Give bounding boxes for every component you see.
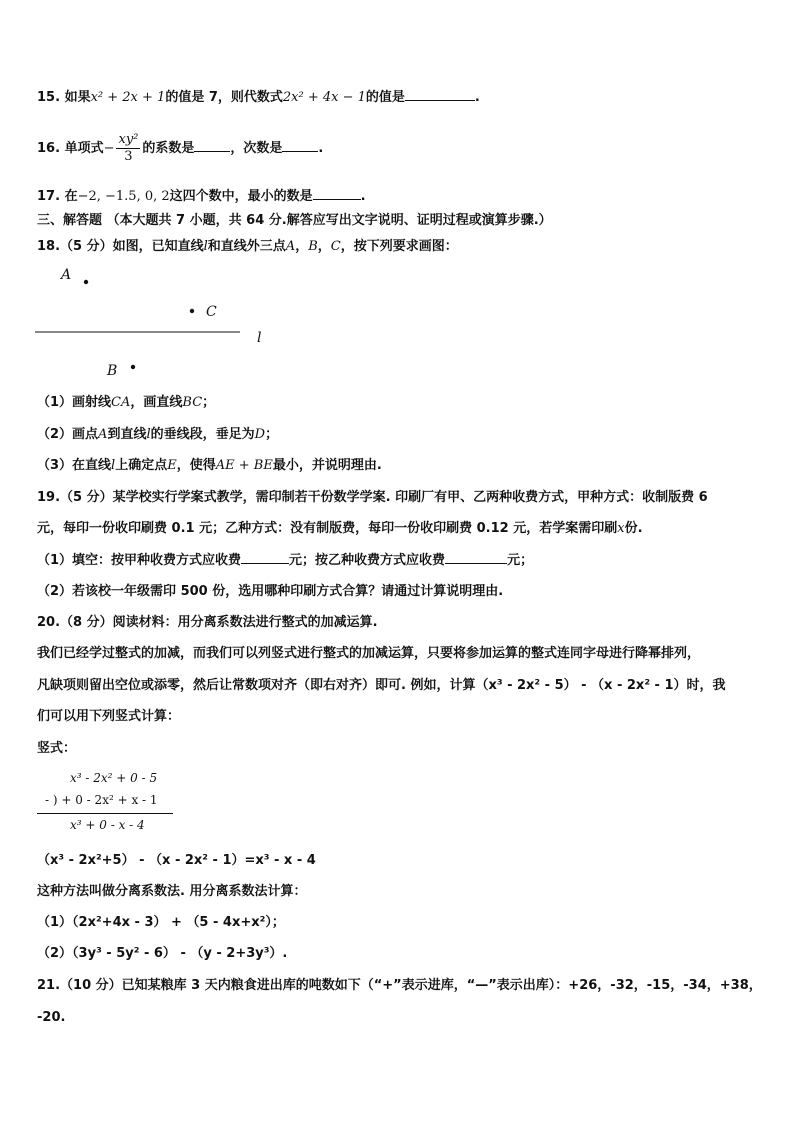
text: 份. (624, 521, 643, 536)
text: ， (295, 239, 309, 254)
text: （1）画射线 (37, 395, 112, 410)
question-19-part-1 (37, 551, 533, 570)
text: 的垂线段，垂足为 (150, 427, 255, 442)
math-symbol: l (146, 427, 151, 442)
vertical-calculation (37, 768, 187, 838)
text: ，按下列要求画图： (340, 239, 458, 254)
text: ，次数是 (230, 141, 283, 156)
text: 这四个数中，最小的数是 (169, 189, 313, 204)
paragraph-line: 们可以用下列竖式计算： (37, 709, 181, 724)
number-list: −2, −1.5, 0, 2 (77, 189, 170, 204)
math-expression: x² + 2x + 1 (90, 90, 166, 105)
answer-blank-plan-b[interactable] (445, 551, 507, 564)
vertical-row-1: x³ - 2x² + 0 - 5 (70, 771, 158, 785)
question-15 (37, 88, 480, 107)
text: ； (202, 395, 216, 410)
text: 的值是 7，则代数式 (165, 90, 283, 105)
text: （3）在直线 (37, 458, 112, 473)
question-19-part-2: （2）若该校一年级需印 500 份，选用哪种印刷方式合算？请通过计算说明理由. (37, 584, 504, 599)
text: 在 (64, 189, 78, 204)
text: . (474, 90, 480, 105)
method-statement: 这种方法叫做分离系数法. 用分离系数法计算： (37, 884, 307, 899)
vertical-row-3: x³ + 0 - x - 4 (70, 818, 145, 832)
math-symbol: A (98, 427, 108, 442)
vertical-result: （x³ - 2x²+5） - （x - 2x² - 1）=x³ - x - 4 (37, 853, 316, 868)
point-label-b: B (107, 363, 118, 379)
math-symbol: C (330, 239, 341, 254)
fraction-numerator: xy² (118, 132, 139, 147)
text: 的值是 (365, 90, 405, 105)
question-16 (37, 132, 323, 166)
minus-sign: − (103, 141, 115, 156)
math-symbol: E (167, 458, 177, 473)
fraction-denominator: 3 (124, 149, 133, 164)
text: 上确定点 (115, 458, 168, 473)
question-number: 17. (37, 189, 61, 204)
geometry-diagram (30, 258, 290, 388)
question-20-heading: 20.（8 分）阅读材料：用分离系数法进行整式的加减运算. (37, 615, 378, 630)
question-number: 16. (37, 141, 61, 156)
text: 单项式 (64, 141, 104, 156)
question-18-part-2 (37, 426, 278, 444)
math-expression: 2x² + 4x − 1 (282, 90, 366, 105)
math-symbol: D (254, 427, 266, 442)
paragraph-line: 我们已经学过整式的加减，而我们可以列竖式进行整式的加减运算，只要将参加运算的整式连同字母进行降幂排列， (37, 646, 701, 661)
question-20-part-2: （2）（3y³ - 5y² - 6） - （y - 2+3y³）. (37, 946, 288, 961)
question-18-part-1 (37, 394, 215, 412)
text: ，使得 (176, 458, 216, 473)
text: （2）画点 (37, 427, 99, 442)
question-21-line-2: -20. (37, 1010, 66, 1025)
math-symbol: B (308, 239, 318, 254)
point-b (131, 365, 135, 369)
question-18-part-3 (37, 457, 382, 475)
text: 元； (507, 553, 534, 568)
answer-blank-plan-a[interactable] (241, 551, 289, 564)
question-number: 15. (37, 90, 61, 105)
math-symbol: CA (111, 395, 131, 410)
text: 到直线 (107, 427, 147, 442)
vertical-form-label: 竖式： (37, 741, 77, 756)
text: . (318, 141, 324, 156)
text: ； (265, 427, 279, 442)
point-c (190, 309, 194, 313)
math-symbol: A (285, 239, 296, 254)
section-heading: 三、解答题 （本大题共 7 小题，共 64 分.解答应写出文字说明、证明过程或演算步骤.） (37, 213, 552, 228)
answer-blank[interactable] (313, 187, 361, 200)
text: . (360, 189, 366, 204)
answer-blank[interactable] (405, 88, 475, 101)
question-21-line-1: 21.（10 分）已知某粮库 3 天内粮食进出库的吨数如下（“+”表示进库，“—”表示出库）：+26，-32，-15，-34，+38， (37, 978, 762, 993)
math-symbol: l (203, 239, 208, 254)
math-expression: AE + BE (215, 458, 273, 473)
math-symbol: BC (182, 395, 203, 410)
text: 元，每印一份收印刷费 0.1 元；乙种方式：没有制版费，每印一份收印刷费 0.12 元，若学案需印刷 (37, 521, 618, 536)
question-19-line-2 (37, 520, 643, 538)
question-17 (37, 187, 366, 206)
text: （1）填空：按甲种收费方式应收费 (37, 553, 242, 568)
point-label-a: A (61, 267, 72, 283)
text: 的系数是 (142, 141, 195, 156)
text: ，画直线 (130, 395, 183, 410)
text: 和直线外三点 (207, 239, 286, 254)
answer-blank-degree[interactable] (282, 139, 318, 152)
math-symbol: l (111, 458, 116, 473)
vertical-divider (37, 813, 173, 814)
text: ， (317, 239, 331, 254)
line-label-l: l (257, 330, 262, 346)
question-20-part-1: （1）（2x²+4x - 3） + （5 - 4x+x²）； (37, 915, 285, 930)
text: 18.（5 分）如图，已知直线 (37, 239, 204, 254)
question-18 (37, 238, 458, 256)
text: 元；按乙种收费方式应收费 (289, 553, 446, 568)
fraction (116, 132, 140, 165)
text: 如果 (64, 90, 91, 105)
point-a (84, 280, 88, 284)
vertical-row-2: - ) + 0 - 2x² + x - 1 (45, 793, 158, 807)
point-label-c: C (206, 304, 217, 320)
question-19-line-1: 19.（5 分）某学校实行学案式教学，需印制若干份数学学案. 印刷厂有甲、乙两种收费方式，甲种方式：收制版费 6 (37, 490, 708, 505)
text: 最小，并说明理由. (272, 458, 382, 473)
answer-blank-coefficient[interactable] (194, 139, 230, 152)
paragraph-line: 凡缺项则留出空位或添零，然后让常数项对齐（即右对齐）即可. 例如，计算（x³ - 2x² - 5） - （x - 2x² - 1）时，我 (37, 678, 726, 693)
math-symbol: x (617, 521, 625, 536)
